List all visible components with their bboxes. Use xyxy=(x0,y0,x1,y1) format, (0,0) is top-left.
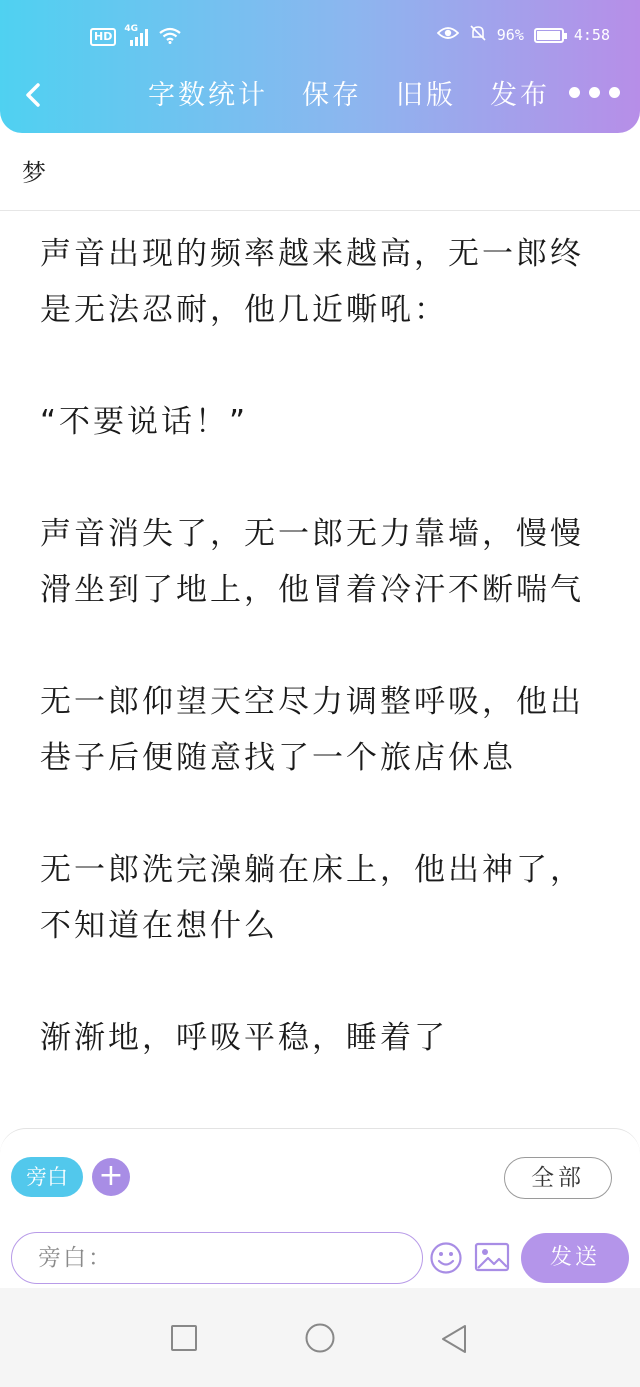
smiley-icon[interactable] xyxy=(429,1241,463,1275)
composer-panel xyxy=(0,1128,640,1288)
document-content[interactable] xyxy=(0,212,640,1127)
role-chip-narration[interactable]: 旁白 xyxy=(11,1157,83,1197)
publish-button[interactable]: 发布 xyxy=(490,80,550,111)
old-version-button[interactable]: 旧版 xyxy=(396,80,456,111)
word-count-button[interactable]: 字数统计 xyxy=(148,80,268,111)
document-title-row[interactable] xyxy=(0,133,640,211)
all-roles-button[interactable]: 全部 xyxy=(504,1157,612,1199)
paragraph[interactable] xyxy=(40,1122,600,1127)
status-right xyxy=(437,24,610,46)
wifi-icon xyxy=(158,26,182,48)
image-icon[interactable] xyxy=(474,1241,510,1273)
save-button[interactable]: 保存 xyxy=(302,80,362,111)
circle-icon[interactable] xyxy=(304,1322,336,1358)
nav-actions xyxy=(148,75,550,117)
send-button[interactable]: 发送 xyxy=(521,1233,629,1283)
app-header xyxy=(0,0,640,133)
paragraph[interactable]: 无一郎洗完澡躺在床上，他出神了，不知道在想什么 xyxy=(40,852,584,944)
add-role-button[interactable]: + xyxy=(92,1158,130,1196)
paragraph[interactable]: 渐渐地，呼吸平稳，睡着了 xyxy=(40,1020,448,1056)
battery-icon xyxy=(534,28,564,43)
back-arrow-icon xyxy=(18,97,52,116)
square-icon[interactable] xyxy=(170,1324,198,1356)
paragraph[interactable]: 无一郎仰望天空尽力调整呼吸，他出巷子后便随意找了一个旅店休息 xyxy=(40,684,584,776)
hd-badge: HD xyxy=(90,28,116,46)
top-nav xyxy=(0,75,640,120)
status-bar xyxy=(0,22,640,52)
back-button[interactable] xyxy=(18,78,52,112)
triangle-back-icon[interactable] xyxy=(440,1324,468,1358)
paragraph[interactable]: 声音出现的频率越来越高，无一郎终是无法忍耐，他几近嘶吼： xyxy=(40,236,584,328)
message-input[interactable] xyxy=(11,1232,423,1284)
paragraph[interactable]: “不要说话！” xyxy=(40,404,249,440)
clock: 4:58 xyxy=(573,26,610,44)
more-dots-icon[interactable] xyxy=(569,87,620,98)
eye-icon xyxy=(437,25,459,45)
system-nav-bar xyxy=(0,1288,640,1387)
paragraph[interactable]: 声音消失了，无一郎无力靠墙，慢慢滑坐到了地上，他冒着冷汗不断喘气 xyxy=(40,516,584,608)
mute-bell-icon xyxy=(469,24,487,46)
document-title[interactable]: 梦 xyxy=(22,159,46,187)
network-type-label: 4G xyxy=(124,24,138,34)
battery-percent: 96% xyxy=(496,26,524,44)
signal-icon xyxy=(124,24,150,46)
status-left xyxy=(90,26,182,48)
